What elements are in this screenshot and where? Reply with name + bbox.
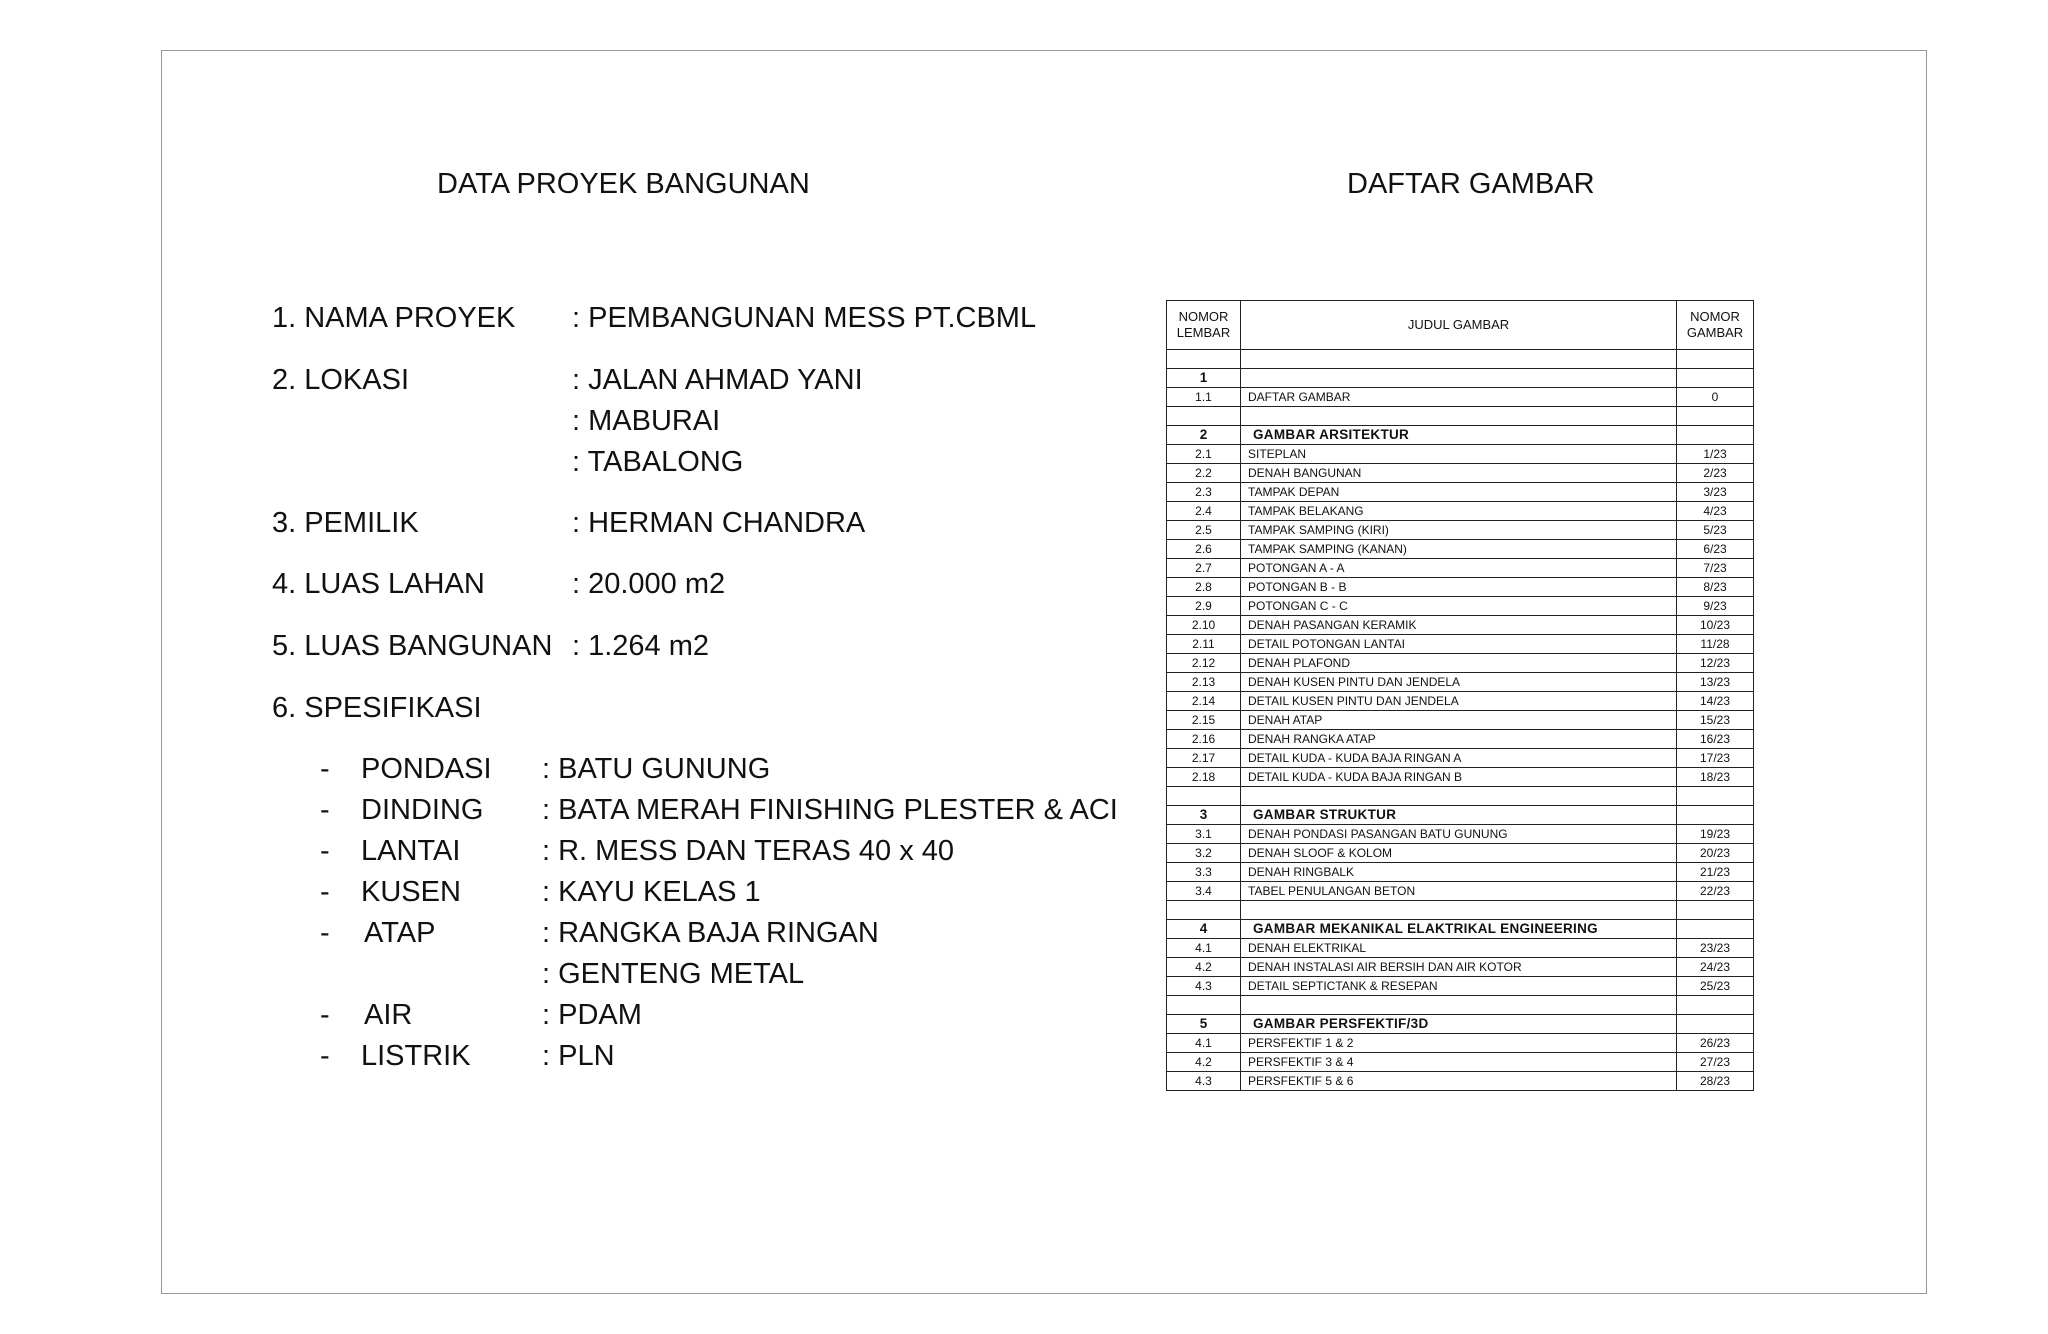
sheet-number-cell: 2.5 [1167,521,1241,540]
sheet-number-cell: 3.2 [1167,844,1241,863]
table-header-row [1167,301,1754,350]
spec-bullet-dash: - [320,753,330,785]
table-row [1167,1053,1754,1072]
drawing-title-cell [1241,350,1677,369]
drawing-title-cell: DENAH RINGBALK [1241,863,1677,882]
drawing-number-cell: 3/23 [1677,483,1754,502]
drawing-number-cell: 17/23 [1677,749,1754,768]
blank-row [1167,350,1754,369]
drawing-title-cell: DENAH BANGUNAN [1241,464,1677,483]
drawing-number-cell: 21/23 [1677,863,1754,882]
table-row [1167,540,1754,559]
drawing-title-cell [1241,369,1677,388]
table-row [1167,730,1754,749]
drawing-number-cell [1677,350,1754,369]
sheet-number-cell: 3.1 [1167,825,1241,844]
drawing-title-cell: DENAH INSTALASI AIR BERSIH DAN AIR KOTOR [1241,958,1677,977]
drawing-number-cell: 27/23 [1677,1053,1754,1072]
drawing-title-cell: GAMBAR ARSITEKTUR [1241,426,1677,445]
drawing-title-cell: DENAH ELEKTRIKAL [1241,939,1677,958]
project-field-label: 6. SPESIFIKASI [272,692,482,724]
drawing-number-cell: 9/23 [1677,597,1754,616]
table-row [1167,597,1754,616]
sheet-number-cell [1167,787,1241,806]
project-field-value: : HERMAN CHANDRA [572,507,866,539]
spec-bullet-dash: - [320,876,330,908]
drawing-title-cell: POTONGAN A - A [1241,559,1677,578]
drawing-title-cell: SITEPLAN [1241,445,1677,464]
spec-label: ATAP [364,917,436,949]
section-row [1167,1015,1754,1034]
spec-label: AIR [364,999,413,1031]
sheet-number-cell: 4.2 [1167,958,1241,977]
drawing-title-cell: DETAIL POTONGAN LANTAI [1241,635,1677,654]
sheet-number-cell: 2.9 [1167,597,1241,616]
drawing-number-cell: 28/23 [1677,1072,1754,1091]
drawing-title-cell: DENAH PONDASI PASANGAN BATU GUNUNG [1241,825,1677,844]
drawing-title-cell: DETAIL KUSEN PINTU DAN JENDELA [1241,692,1677,711]
spec-bullet-dash: - [320,794,330,826]
drawing-title-cell [1241,407,1677,426]
spec-value: : GENTENG METAL [542,958,805,990]
sheet-number-cell: 2.15 [1167,711,1241,730]
sheet-number-cell: 4.1 [1167,1034,1241,1053]
spec-value: : BATA MERAH FINISHING PLESTER & ACI [542,794,1118,826]
section-row [1167,426,1754,445]
sheet-number-cell: 2.18 [1167,768,1241,787]
drawing-number-cell: 11/28 [1677,635,1754,654]
drawing-title-cell: DENAH PLAFOND [1241,654,1677,673]
spec-value: : PDAM [542,999,642,1031]
drawing-list-title: DAFTAR GAMBAR [1347,168,1595,200]
spec-bullet-dash: - [320,1040,330,1072]
header-sheet-number-line2: LEMBAR [1176,325,1231,340]
table-row [1167,749,1754,768]
drawing-title-cell: DENAH KUSEN PINTU DAN JENDELA [1241,673,1677,692]
table-row [1167,578,1754,597]
drawing-number-cell [1677,407,1754,426]
drawing-number-cell: 16/23 [1677,730,1754,749]
sheet-number-cell: 4.3 [1167,1072,1241,1091]
table-row [1167,1072,1754,1091]
drawing-number-cell: 6/23 [1677,540,1754,559]
table-row [1167,559,1754,578]
drawing-title-cell: TAMPAK SAMPING (KIRI) [1241,521,1677,540]
drawing-title-cell: GAMBAR STRUKTUR [1241,806,1677,825]
sheet-number-cell [1167,350,1241,369]
sheet-number-cell: 3.4 [1167,882,1241,901]
table-row [1167,825,1754,844]
section-row [1167,369,1754,388]
sheet-number-cell: 4 [1167,920,1241,939]
spec-bullet-dash: - [320,835,330,867]
drawing-number-cell: 22/23 [1677,882,1754,901]
sheet-number-cell: 5 [1167,1015,1241,1034]
sheet-number-cell: 2 [1167,426,1241,445]
sheet-number-cell: 2.13 [1167,673,1241,692]
blank-row [1167,407,1754,426]
header-sheet-number-line1: NOMOR [1178,309,1229,324]
drawing-number-cell: 7/23 [1677,559,1754,578]
project-field-label: 4. LUAS LAHAN [272,568,485,600]
project-field-value: : JALAN AHMAD YANI [572,364,863,396]
table-row [1167,502,1754,521]
drawing-number-cell: 23/23 [1677,939,1754,958]
project-field-value: : 1.264 m2 [572,630,710,662]
project-data-title: DATA PROYEK BANGUNAN [437,168,810,200]
sheet-number-cell: 2.11 [1167,635,1241,654]
drawing-title-cell: DETAIL SEPTICTANK & RESEPAN [1241,977,1677,996]
table-row [1167,388,1754,407]
spec-value: : R. MESS DAN TERAS 40 x 40 [542,835,955,867]
drawing-title-cell: DAFTAR GAMBAR [1241,388,1677,407]
sheet-number-cell: 2.16 [1167,730,1241,749]
table-row [1167,768,1754,787]
drawing-title-cell: POTONGAN B - B [1241,578,1677,597]
table-row [1167,863,1754,882]
drawing-title-cell: DENAH PASANGAN KERAMIK [1241,616,1677,635]
spec-label: PONDASI [361,753,492,785]
sheet-number-cell: 4.3 [1167,977,1241,996]
drawing-number-cell: 10/23 [1677,616,1754,635]
table-row [1167,635,1754,654]
sheet-number-cell: 2.17 [1167,749,1241,768]
sheet-number-cell [1167,901,1241,920]
section-row [1167,806,1754,825]
drawing-title-cell: DENAH ATAP [1241,711,1677,730]
drawing-number-cell: 25/23 [1677,977,1754,996]
sheet-number-cell: 3 [1167,806,1241,825]
drawing-number-cell: 20/23 [1677,844,1754,863]
table-row [1167,882,1754,901]
table-row [1167,521,1754,540]
drawing-number-cell [1677,1015,1754,1034]
table-row [1167,844,1754,863]
project-field-label: 2. LOKASI [272,364,410,396]
table-row [1167,939,1754,958]
drawing-number-cell [1677,787,1754,806]
drawing-title-cell: DETAIL KUDA - KUDA BAJA RINGAN A [1241,749,1677,768]
drawing-number-cell: 13/23 [1677,673,1754,692]
table-row [1167,711,1754,730]
drawing-title-cell: TABEL PENULANGAN BETON [1241,882,1677,901]
table-row [1167,1034,1754,1053]
table-row [1167,958,1754,977]
sheet-number-cell [1167,407,1241,426]
spec-bullet-dash: - [320,917,330,949]
table-row [1167,616,1754,635]
table-row [1167,464,1754,483]
drawing-title-cell [1241,901,1677,920]
spec-value: : KAYU KELAS 1 [542,876,761,908]
drawing-number-cell: 15/23 [1677,711,1754,730]
drawing-title-cell: DENAH SLOOF & KOLOM [1241,844,1677,863]
drawing-number-cell [1677,369,1754,388]
blank-row [1167,787,1754,806]
project-field-value: : PEMBANGUNAN MESS PT.CBML [572,302,1037,334]
table-row [1167,445,1754,464]
drawing-title-cell: DENAH RANGKA ATAP [1241,730,1677,749]
sheet-number-cell: 2.12 [1167,654,1241,673]
spec-value: : RANGKA BAJA RINGAN [542,917,879,949]
section-row [1167,920,1754,939]
sheet-number-cell: 2.7 [1167,559,1241,578]
spec-value: : BATU GUNUNG [542,753,771,785]
drawing-title-cell: TAMPAK BELAKANG [1241,502,1677,521]
spec-value: : PLN [542,1040,615,1072]
drawing-title-cell [1241,787,1677,806]
drawing-number-cell: 14/23 [1677,692,1754,711]
sheet-number-cell: 4.2 [1167,1053,1241,1072]
sheet-number-cell: 2.8 [1167,578,1241,597]
sheet-number-cell: 2.10 [1167,616,1241,635]
spec-bullet-dash: - [320,999,330,1031]
header-drawing-number-line2: GAMBAR [1686,325,1744,340]
sheet-number-cell: 2.4 [1167,502,1241,521]
sheet-number-cell: 2.2 [1167,464,1241,483]
drawing-number-cell: 26/23 [1677,1034,1754,1053]
drawing-number-cell: 0 [1677,388,1754,407]
spec-label: KUSEN [361,876,461,908]
spec-label: LISTRIK [361,1040,471,1072]
drawing-title-cell: POTONGAN C - C [1241,597,1677,616]
drawing-title-cell: TAMPAK DEPAN [1241,483,1677,502]
drawing-number-cell: 24/23 [1677,958,1754,977]
sheet-number-cell: 1.1 [1167,388,1241,407]
sheet-number-cell [1167,996,1241,1015]
spec-label: DINDING [361,794,484,826]
drawing-title-cell: PERSFEKTIF 3 & 4 [1241,1053,1677,1072]
drawing-number-cell: 8/23 [1677,578,1754,597]
drawing-number-cell [1677,901,1754,920]
project-field-label: 3. PEMILIK [272,507,419,539]
drawing-title-cell: GAMBAR PERSFEKTIF/3D [1241,1015,1677,1034]
sheet-number-cell: 3.3 [1167,863,1241,882]
drawing-title-cell: DETAIL KUDA - KUDA BAJA RINGAN B [1241,768,1677,787]
project-field-label: 1. NAMA PROYEK [272,302,516,334]
drawing-number-cell [1677,920,1754,939]
drawing-title-cell [1241,996,1677,1015]
project-field-value: : 20.000 m2 [572,568,726,600]
sheet-number-cell: 2.14 [1167,692,1241,711]
header-sheet-number [1167,301,1241,350]
table-row [1167,977,1754,996]
drawing-number-cell [1677,806,1754,825]
table-row [1167,673,1754,692]
spec-label: LANTAI [361,835,461,867]
project-field-value: : TABALONG [572,446,744,478]
drawing-number-cell: 19/23 [1677,825,1754,844]
drawing-title-cell: PERSFEKTIF 5 & 6 [1241,1072,1677,1091]
drawing-number-cell: 4/23 [1677,502,1754,521]
table-row [1167,654,1754,673]
drawing-list-table [1166,300,1754,1091]
blank-row [1167,996,1754,1015]
blank-row [1167,901,1754,920]
drawing-title-cell: TAMPAK SAMPING (KANAN) [1241,540,1677,559]
drawing-number-cell [1677,426,1754,445]
drawing-title-cell: GAMBAR MEKANIKAL ELAKTRIKAL ENGINEERING [1241,920,1677,939]
header-drawing-title: JUDUL GAMBAR [1241,301,1677,350]
drawing-number-cell: 12/23 [1677,654,1754,673]
table-row [1167,483,1754,502]
drawing-title-cell: PERSFEKTIF 1 & 2 [1241,1034,1677,1053]
drawing-number-cell: 18/23 [1677,768,1754,787]
sheet-number-cell: 2.3 [1167,483,1241,502]
header-drawing-number [1677,301,1754,350]
drawing-number-cell: 2/23 [1677,464,1754,483]
header-drawing-number-line1: NOMOR [1690,309,1740,324]
sheet-number-cell: 2.6 [1167,540,1241,559]
project-field-value: : MABURAI [572,405,721,437]
sheet-number-cell: 2.1 [1167,445,1241,464]
project-field-label: 5. LUAS BANGUNAN [272,630,553,662]
drawing-number-cell: 5/23 [1677,521,1754,540]
table-row [1167,692,1754,711]
sheet-number-cell: 4.1 [1167,939,1241,958]
drawing-number-cell: 1/23 [1677,445,1754,464]
drawing-number-cell [1677,996,1754,1015]
sheet-number-cell: 1 [1167,369,1241,388]
